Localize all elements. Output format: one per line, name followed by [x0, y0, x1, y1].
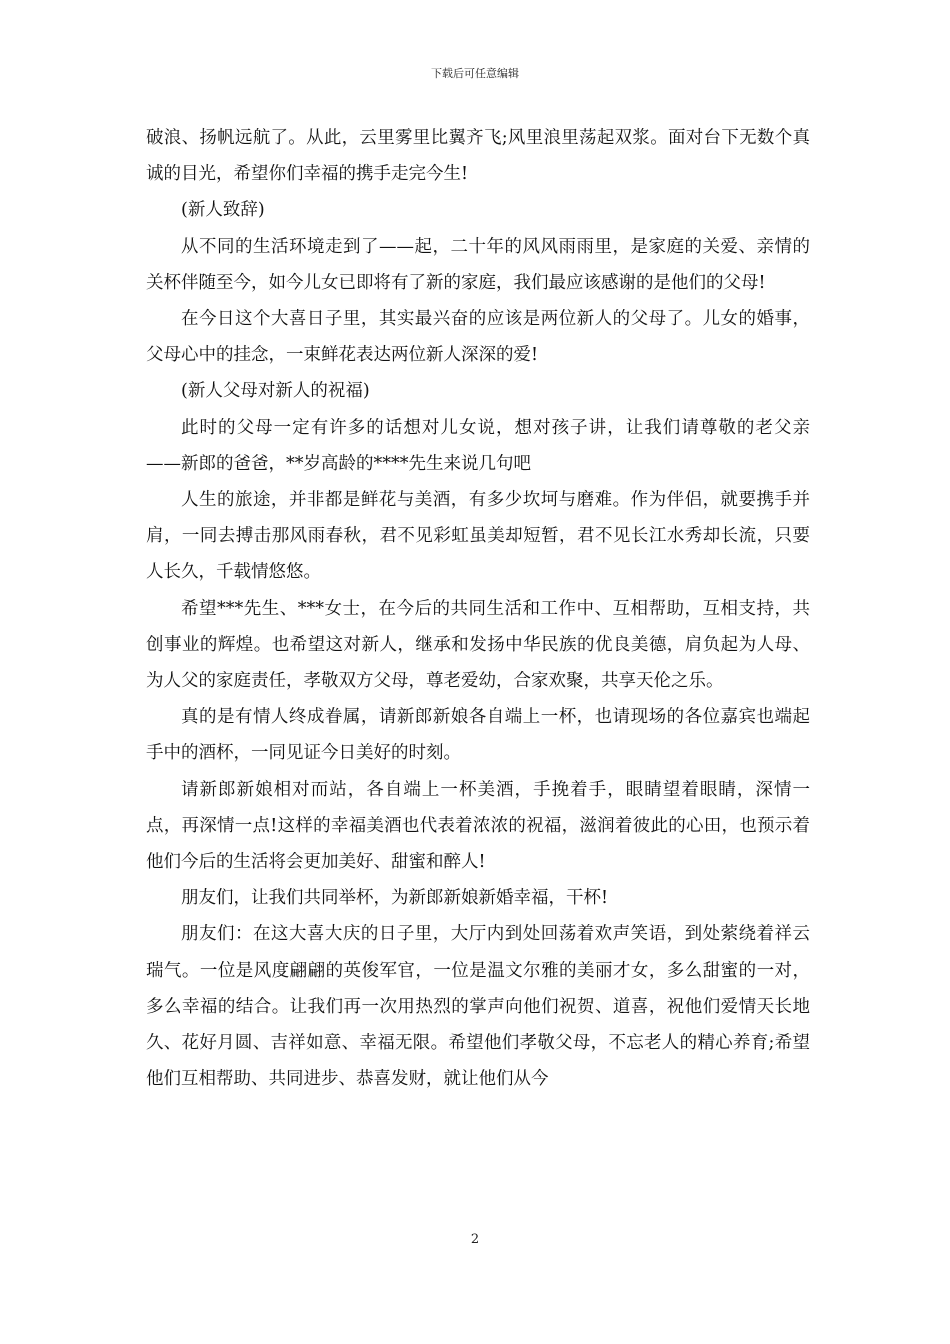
paragraph: (新人致辞): [181, 200, 265, 221]
paragraph: 朋友们，让我们共同举杯，为新郎新娘新婚幸福，干杯!: [181, 888, 609, 909]
paragraph: 希望***先生、***女士，在今后的共同生活和工作中、互相帮助，互相支持，共创事业的辉煌。也希望这对新人，继承和发扬中华民族的优良美德，肩负起为人母、为人父的家庭责任，孝敬双方父母，尊老爱幼，合家欢聚，共享天伦之乐。: [146, 598, 810, 692]
paragraph: 此时的父母一定有许多的话想对儿女说，想对孩子讲，让我们请尊敬的老父亲——新郎的爸爸，**岁高龄的****先生来说几句吧: [146, 417, 810, 474]
paragraph: 破浪、扬帆远航了。从此，云里雾里比翼齐飞;风里浪里荡起双浆。面对台下无数个真诚的目光，希望你们幸福的携手走完今生!: [146, 128, 810, 185]
paragraph: 人生的旅途，并非都是鲜花与美酒，有多少坎坷与磨难。作为伴侣，就要携手并肩，一同去搏击那风雨春秋，君不见彩虹虽美却短暂，君不见长江水秀却长流，只要人长久，千载情悠悠。: [146, 490, 810, 583]
page-number: 2: [470, 1232, 480, 1247]
paragraph: 请新郎新娘相对而站，各自端上一杯美酒，手挽着手，眼睛望着眼睛，深情一点，再深情一点!这样的幸福美酒也代表着浓浓的祝福，滋润着彼此的心田，也预示着他们今后的生活将会更加美好、甜蜜和醉人!: [146, 779, 810, 873]
paragraph: 从不同的生活环境走到了——起，二十年的风风雨雨里，是家庭的关爱、亲情的关杯伴随至今，如今儿女已即将有了新的家庭，我们最应该感谢的是他们的父母!: [146, 236, 810, 293]
paragraph: 真的是有情人终成眷属，请新郎新娘各自端上一杯，也请现场的各位嘉宾也端起手中的酒杯，一同见证今日美好的时刻。: [146, 707, 810, 764]
document-body: [146, 120, 810, 1097]
page-header: 下载后可任意编辑: [431, 67, 519, 80]
paragraph: (新人父母对新人的祝福): [181, 381, 370, 402]
paragraph: 朋友们：在这大喜大庆的日子里，大厅内到处回荡着欢声笑语，到处萦绕着祥云瑞气。一位是风度翩翩的英俊军官，一位是温文尔雅的美丽才女，多么甜蜜的一对，多么幸福的结合。让我们再一次用热烈的掌声向他们祝贺、道喜，祝他们爱情天长地久、花好月圆、吉祥如意、幸福无限。希望他们孝敬父母，不忘老人的精心养育;希望他们互相帮助、共同进步、恭喜发财，就让他们从今: [146, 924, 810, 1090]
paragraph: 在今日这个大喜日子里，其实最兴奋的应该是两位新人的父母了。儿女的婚事，父母心中的挂念，一束鲜花表达两位新人深深的爱!: [146, 309, 810, 366]
